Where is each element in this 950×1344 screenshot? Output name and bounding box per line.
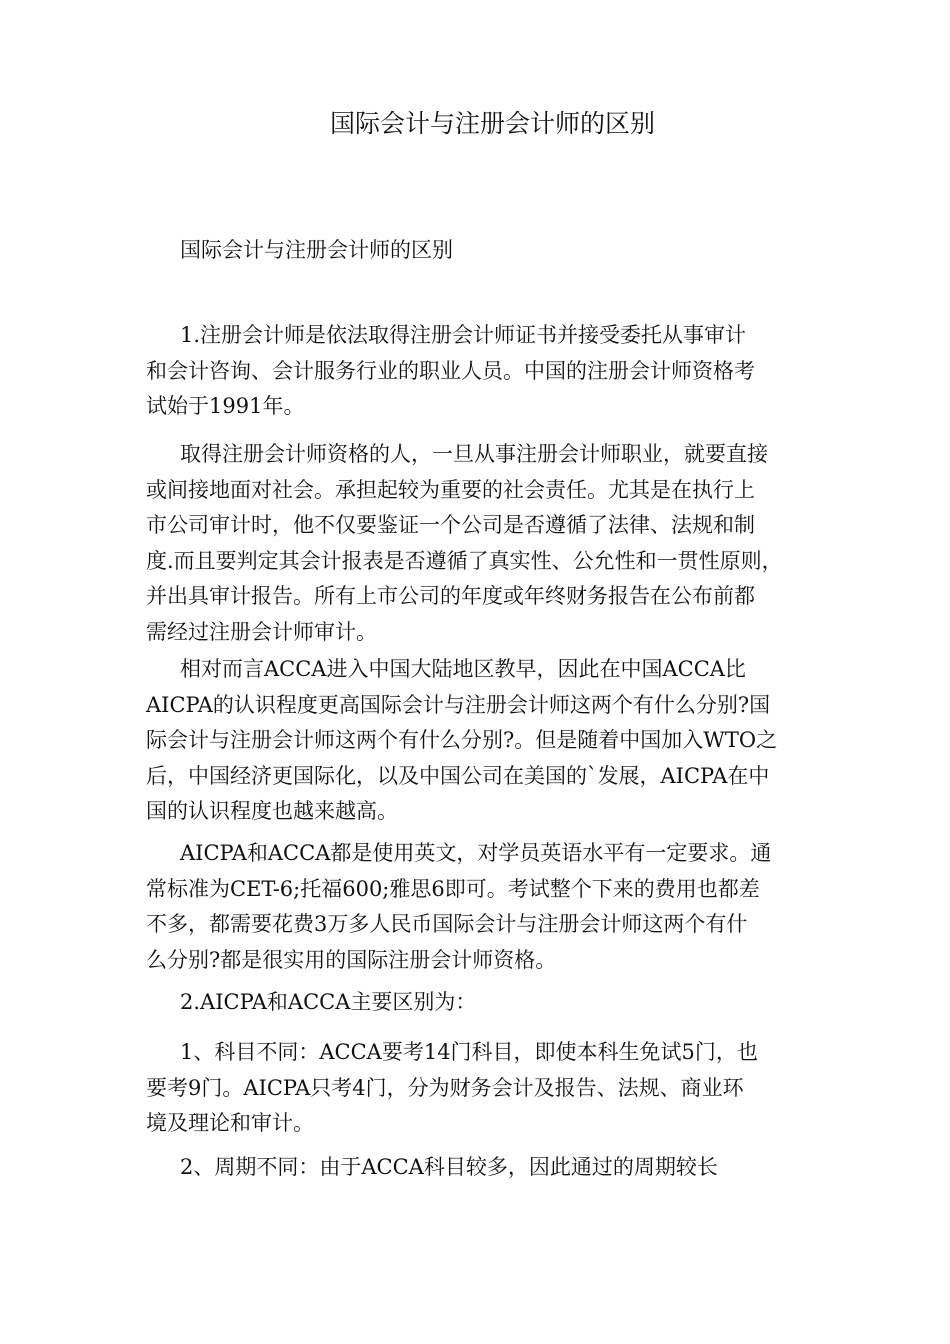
paragraph-line: 要考9门。AICPA只考4门，分为财务会计及报告、法规、商业环 <box>146 1075 744 1100</box>
paragraph-6 <box>146 1035 826 1142</box>
paragraph-line: 或间接地面对社会。承担起较为重要的社会责任。尤其是在执行上 <box>146 477 755 502</box>
paragraph-line: 2.AICPA和ACCA主要区别为： <box>180 990 477 1014</box>
paragraph-line: 试始于1991年。 <box>146 394 305 418</box>
paragraph-line: 1.注册会计师是依法取得注册会计师证书并接受委托从事审计 <box>180 323 747 347</box>
paragraph-4 <box>146 836 826 978</box>
paragraph-line: 并出具审计报告。所有上市公司的年度或年终财务报告在公布前都 <box>146 584 755 608</box>
paragraph-1 <box>146 318 826 425</box>
paragraph-line: 国的认识程度也越来越高。 <box>146 799 398 823</box>
paragraph-line: 1、科目不同：ACCA要考14门科目，即使本科生免试5门，也 <box>180 1040 758 1064</box>
paragraph-line: 际会计与注册会计师这两个有什么分别?。但是随着中国加入WTO之 <box>146 728 778 752</box>
paragraph-3 <box>146 652 826 830</box>
document-title: 国际会计与注册会计师的区别 <box>329 109 655 138</box>
paragraph-line: 后，中国经济更国际化，以及中国公司在美国的`发展，AICPA在中 <box>146 763 770 788</box>
paragraph-line: 需经过注册会计师审计。 <box>146 619 377 644</box>
paragraph-line: 么分别?都是很实用的国际注册会计师资格。 <box>146 947 557 972</box>
paragraph-line: 和会计咨询、会计服务行业的职业人员。中国的注册会计师资格考 <box>146 358 755 383</box>
paragraph-5 <box>146 985 826 1021</box>
paragraph-line: AICPA的认识程度更高国际会计与注册会计师这两个有什么分别?国 <box>146 692 771 717</box>
paragraph-2 <box>146 437 826 650</box>
paragraph-line: 相对而言ACCA进入中国大陆地区教早，因此在中国ACCA比 <box>180 657 746 681</box>
paragraph-line: 境及理论和审计。 <box>146 1111 314 1135</box>
paragraph-line: 度.而且要判定其会计报表是否遵循了真实性、公允性和一贯性原则， <box>146 548 783 573</box>
paragraph-line: 2、周期不同：由于ACCA科目较多，因此通过的周期较长 <box>180 1155 718 1179</box>
paragraph-line: 市公司审计时，他不仅要鉴证一个公司是否遵循了法律、法规和制 <box>146 513 755 537</box>
document-subtitle: 国际会计与注册会计师的区别 <box>180 238 453 262</box>
paragraph-line: 常标准为CET-6;托福600;雅思6即可。考试整个下来的费用也都差 <box>146 876 760 901</box>
paragraph-line: 不多，都需要花费3万多人民币国际会计与注册会计师这两个有什 <box>146 912 748 936</box>
paragraph-line: 取得注册会计师资格的人，一旦从事注册会计师职业，就要直接 <box>180 442 768 466</box>
paragraph-line: AICPA和ACCA都是使用英文，对学员英语水平有一定要求。通 <box>180 841 772 865</box>
paragraph-7 <box>146 1150 826 1186</box>
